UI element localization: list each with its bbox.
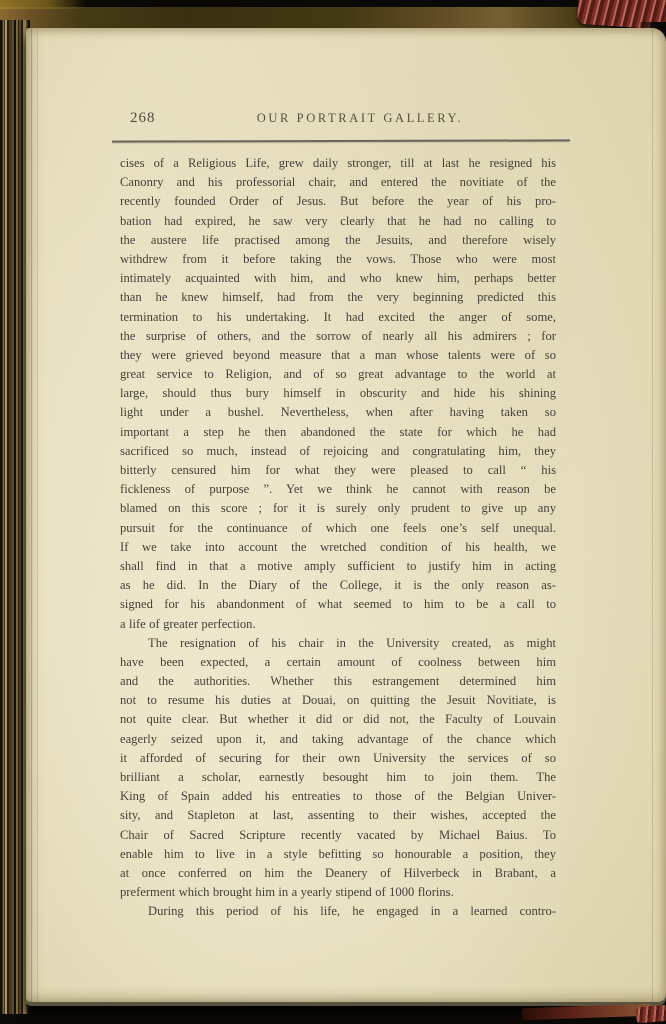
text-line: pursuit for the continuance of which one feels one’s self unequal. xyxy=(120,520,556,535)
text-line: as he did. In the Diary of the College, it is the only reason as- xyxy=(120,578,556,593)
text-line: they were grieved beyond measure that a man whose talents were of so xyxy=(120,347,556,362)
text-line: light under a bushel. Nevertheless, when after having taken so xyxy=(120,405,556,420)
text-line: at once conferred on him the Deanery of Hilverbeck in Brabant, a xyxy=(120,865,556,880)
text-line: recently founded Order of Jesus. But before the year of his pro- xyxy=(120,194,556,209)
text-line: termination to his undertaking. It had excited the anger of some, xyxy=(120,309,556,324)
text-line: During this period of his life, he engaged in a learned contro- xyxy=(148,904,556,919)
page-crease xyxy=(31,28,32,1002)
text-line: shall find in that a motive amply sufficient to justify him in acting xyxy=(120,558,556,573)
text-line: sacrificed so much, instead of rejoicing and congratulating him, they xyxy=(120,443,556,458)
text-line: not to resume his duties at Douai, on quitting the Jesuit Novitiate, is xyxy=(120,693,556,708)
running-title: OUR PORTRAIT GALLERY. xyxy=(256,111,464,125)
text-line: The resignation of his chair in the University created, as might xyxy=(148,635,556,650)
text-line: it afforded of securing for their own University the services of so xyxy=(120,750,556,765)
text-line: brilliant a scholar, earnestly besought him to join them. The xyxy=(120,770,556,784)
text-line: and the authorities. Whether this estrangement determined him xyxy=(120,674,556,689)
gilt-spine-corner xyxy=(0,0,86,9)
text-line: cises of a Religious Life, grew daily stronger, till at last he resigned his xyxy=(120,156,556,170)
text-line: sity, and Stapleton at last, assenting to their wishes, accepted the xyxy=(120,808,556,823)
page-header xyxy=(120,109,556,127)
text-line: Canonry and his professorial chair, and entered the novitiate of the xyxy=(120,175,556,190)
text-line: preferment which brought him in a yearly stipend of 1000 florins. xyxy=(120,885,454,900)
text-line: intimately acquainted with him, and who knew him, perhaps better xyxy=(120,271,556,286)
text-line: signed for his abandonment of what seemed to him to be a call to xyxy=(120,597,556,612)
text-line: not quite clear. But whether it did or did not, the Faculty of Louvain xyxy=(120,712,556,727)
book-cover-bottom-edge xyxy=(522,1004,652,1021)
tailband-cloth xyxy=(635,1005,666,1024)
text-line: withdrew from it before taking the vows. Those who were most xyxy=(120,251,556,266)
text-line: bation had expired, he saw very clearly that he had no calling to xyxy=(120,213,556,228)
text-line: fickleness of purpose ”. Yet we think he cannot with reason be xyxy=(120,482,556,497)
page-number: 268 xyxy=(130,110,156,126)
text-line: great service to Religion, and of so great advantage to the world at xyxy=(120,367,556,382)
text-line: have been expected, a certain amount of coolness between him xyxy=(120,654,556,669)
text-line: important a step he then abandoned the state for which he had xyxy=(120,424,556,439)
text-line: a life of greater perfection. xyxy=(120,616,256,631)
page-crease xyxy=(37,28,38,1002)
text-line: King of Spain added his entreaties to those of the Belgian Univer- xyxy=(120,789,556,804)
text-line: than he knew himself, had from the very beginning predicted this xyxy=(120,290,556,305)
text-line: the austere life practised among the Jesuits, and therefore wisely xyxy=(120,232,556,247)
page-crease xyxy=(652,28,653,1002)
text-line: blamed on this score ; for it is surely only prudent to give up any xyxy=(120,501,556,516)
text-line: If we take into account the wretched condition of his health, we xyxy=(120,539,556,554)
page-body xyxy=(120,154,556,922)
text-line: large, should thus bury himself in obscurity and hide his shining xyxy=(120,386,556,401)
text-line: Chair of Sacred Scripture recently vacated by Michael Baius. To xyxy=(120,827,556,842)
text-line: enable him to live in a style befitting so honourable a position, they xyxy=(120,846,556,861)
book-page xyxy=(26,28,666,1002)
text-line: eagerly seized upon it, and taking advantage of the chance which xyxy=(120,731,556,746)
text-line: the surprise of others, and the sorrow of nearly all his admirers ; for xyxy=(120,328,556,343)
text-line: bitterly censured him for what they were pleased to call “ his xyxy=(120,463,556,477)
header-rule xyxy=(112,139,570,142)
